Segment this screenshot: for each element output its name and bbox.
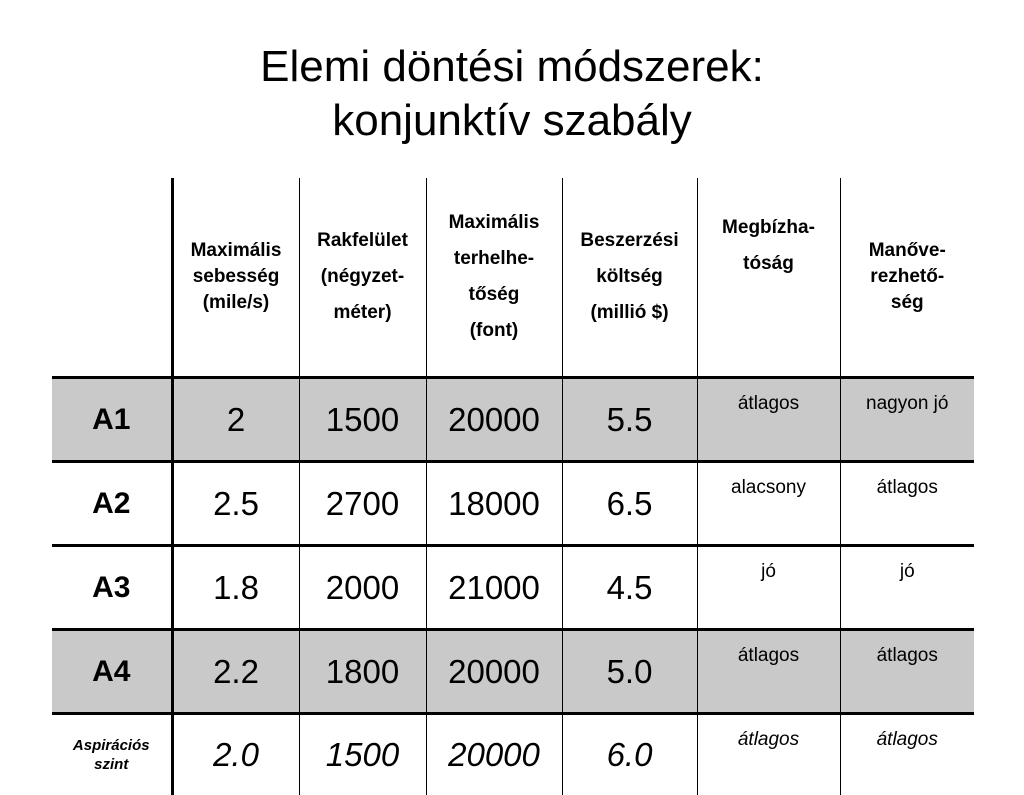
cell-reliability: átlagos	[697, 378, 840, 462]
cell-maneuverability: átlagos	[840, 462, 974, 546]
aspiration-max-speed: 2.0	[172, 714, 299, 795]
criteria-table	[52, 178, 974, 795]
header-cargo-area: Rakfelület (négyzet- méter)	[299, 178, 426, 378]
table-row	[52, 630, 974, 714]
row-label: A1	[52, 378, 172, 462]
cell-purchase-cost: 5.0	[562, 630, 697, 714]
cell-maneuverability: átlagos	[840, 630, 974, 714]
cell-reliability: átlagos	[697, 630, 840, 714]
cell-max-load: 20000	[426, 630, 562, 714]
table-row	[52, 462, 974, 546]
header-purchase-cost: Beszerzési költség (millió $)	[562, 178, 697, 378]
slide-title	[0, 40, 1024, 148]
header-row	[52, 178, 974, 378]
cell-max-load: 21000	[426, 546, 562, 630]
aspiration-purchase-cost: 6.0	[562, 714, 697, 795]
aspiration-max-load: 20000	[426, 714, 562, 795]
cell-cargo-area: 1800	[299, 630, 426, 714]
cell-max-load: 18000	[426, 462, 562, 546]
header-reliability: Megbízha- tóság	[697, 178, 840, 378]
cell-max-speed: 2.5	[172, 462, 299, 546]
cell-purchase-cost: 6.5	[562, 462, 697, 546]
cell-maneuverability: nagyon jó	[840, 378, 974, 462]
header-empty-cell	[52, 178, 172, 378]
row-label: A3	[52, 546, 172, 630]
row-label: A4	[52, 630, 172, 714]
aspiration-maneuverability: átlagos	[840, 714, 974, 795]
cell-reliability: jó	[697, 546, 840, 630]
row-label: A2	[52, 462, 172, 546]
title-line-2: konjunktív szabály	[0, 94, 1024, 148]
cell-reliability: alacsony	[697, 462, 840, 546]
cell-max-load: 20000	[426, 378, 562, 462]
cell-purchase-cost: 4.5	[562, 546, 697, 630]
table-row	[52, 378, 974, 462]
cell-max-speed: 2	[172, 378, 299, 462]
cell-cargo-area: 1500	[299, 378, 426, 462]
aspiration-reliability: átlagos	[697, 714, 840, 795]
aspiration-row	[52, 714, 974, 795]
cell-cargo-area: 2700	[299, 462, 426, 546]
aspiration-cargo-area: 1500	[299, 714, 426, 795]
title-line-1: Elemi döntési módszerek:	[0, 40, 1024, 94]
table-row	[52, 546, 974, 630]
cell-purchase-cost: 5.5	[562, 378, 697, 462]
aspiration-label: Aspirációs szint	[52, 714, 172, 795]
cell-max-speed: 2.2	[172, 630, 299, 714]
header-maneuverability: Manőve- rezhető- ség	[840, 178, 974, 378]
cell-max-speed: 1.8	[172, 546, 299, 630]
header-max-speed: Maximális sebesség (mile/s)	[172, 178, 299, 378]
cell-maneuverability: jó	[840, 546, 974, 630]
cell-cargo-area: 2000	[299, 546, 426, 630]
header-max-load: Maximális terhelhe- tőség (font)	[426, 178, 562, 378]
